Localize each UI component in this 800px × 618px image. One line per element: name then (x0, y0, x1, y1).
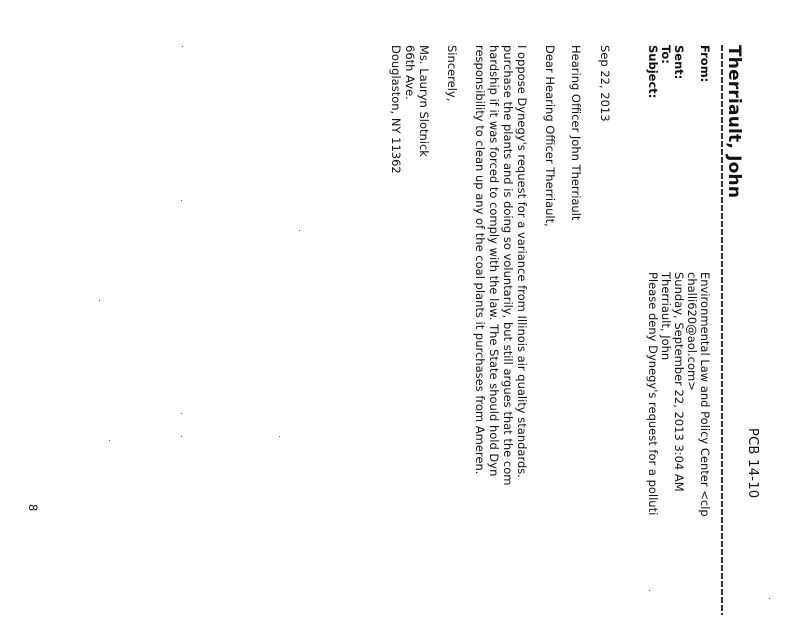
sent-value: Sunday, September 22, 2013 3:04 AM (672, 272, 686, 492)
sender-name: Therriault, John (724, 45, 744, 199)
letter-body-line: purchase the plants and is doing so voluntarily, but still argues that the com (501, 45, 515, 486)
letter-body-line: responsibility to clean up any of the coal plants it purchases from Ameren. (473, 45, 487, 475)
from-value-line2: challi620@aol.com> (685, 272, 699, 391)
signature-name: Ms. Lauryn Slotnick (417, 45, 431, 157)
letter-recipient: Hearing Officer John Therriault (569, 45, 583, 221)
subject-value: Please deny Dynegy's request for a polluti (646, 272, 660, 516)
sent-label: Sent: (672, 45, 686, 80)
to-value: Therriault, John (659, 272, 673, 361)
signature-city: Douglaston, NY 11362 (389, 45, 403, 174)
header-rule (721, 45, 723, 615)
letter-body-line: I oppose Dynegy's request for a variance from Illinois air quality standards. (515, 45, 529, 478)
docket-number: PCB 14-10 (745, 428, 760, 499)
letter-body-line: hardship if it was forced to comply with the law. The State should hold Dyn (487, 45, 501, 477)
signature-street: 66th Ave. (403, 45, 417, 100)
from-value-line1: Environmental Law and Policy Center <clp (698, 272, 712, 517)
letter-closing: Sincerely, (445, 45, 459, 102)
letter-date: Sep 22, 2013 (598, 45, 612, 122)
letter-salutation: Dear Hearing Officer Therriault, (543, 45, 557, 227)
to-label: To: (659, 45, 673, 64)
from-label: From: (698, 45, 712, 83)
page-number: 8 (26, 504, 40, 512)
subject-label: Subject: (646, 45, 660, 99)
